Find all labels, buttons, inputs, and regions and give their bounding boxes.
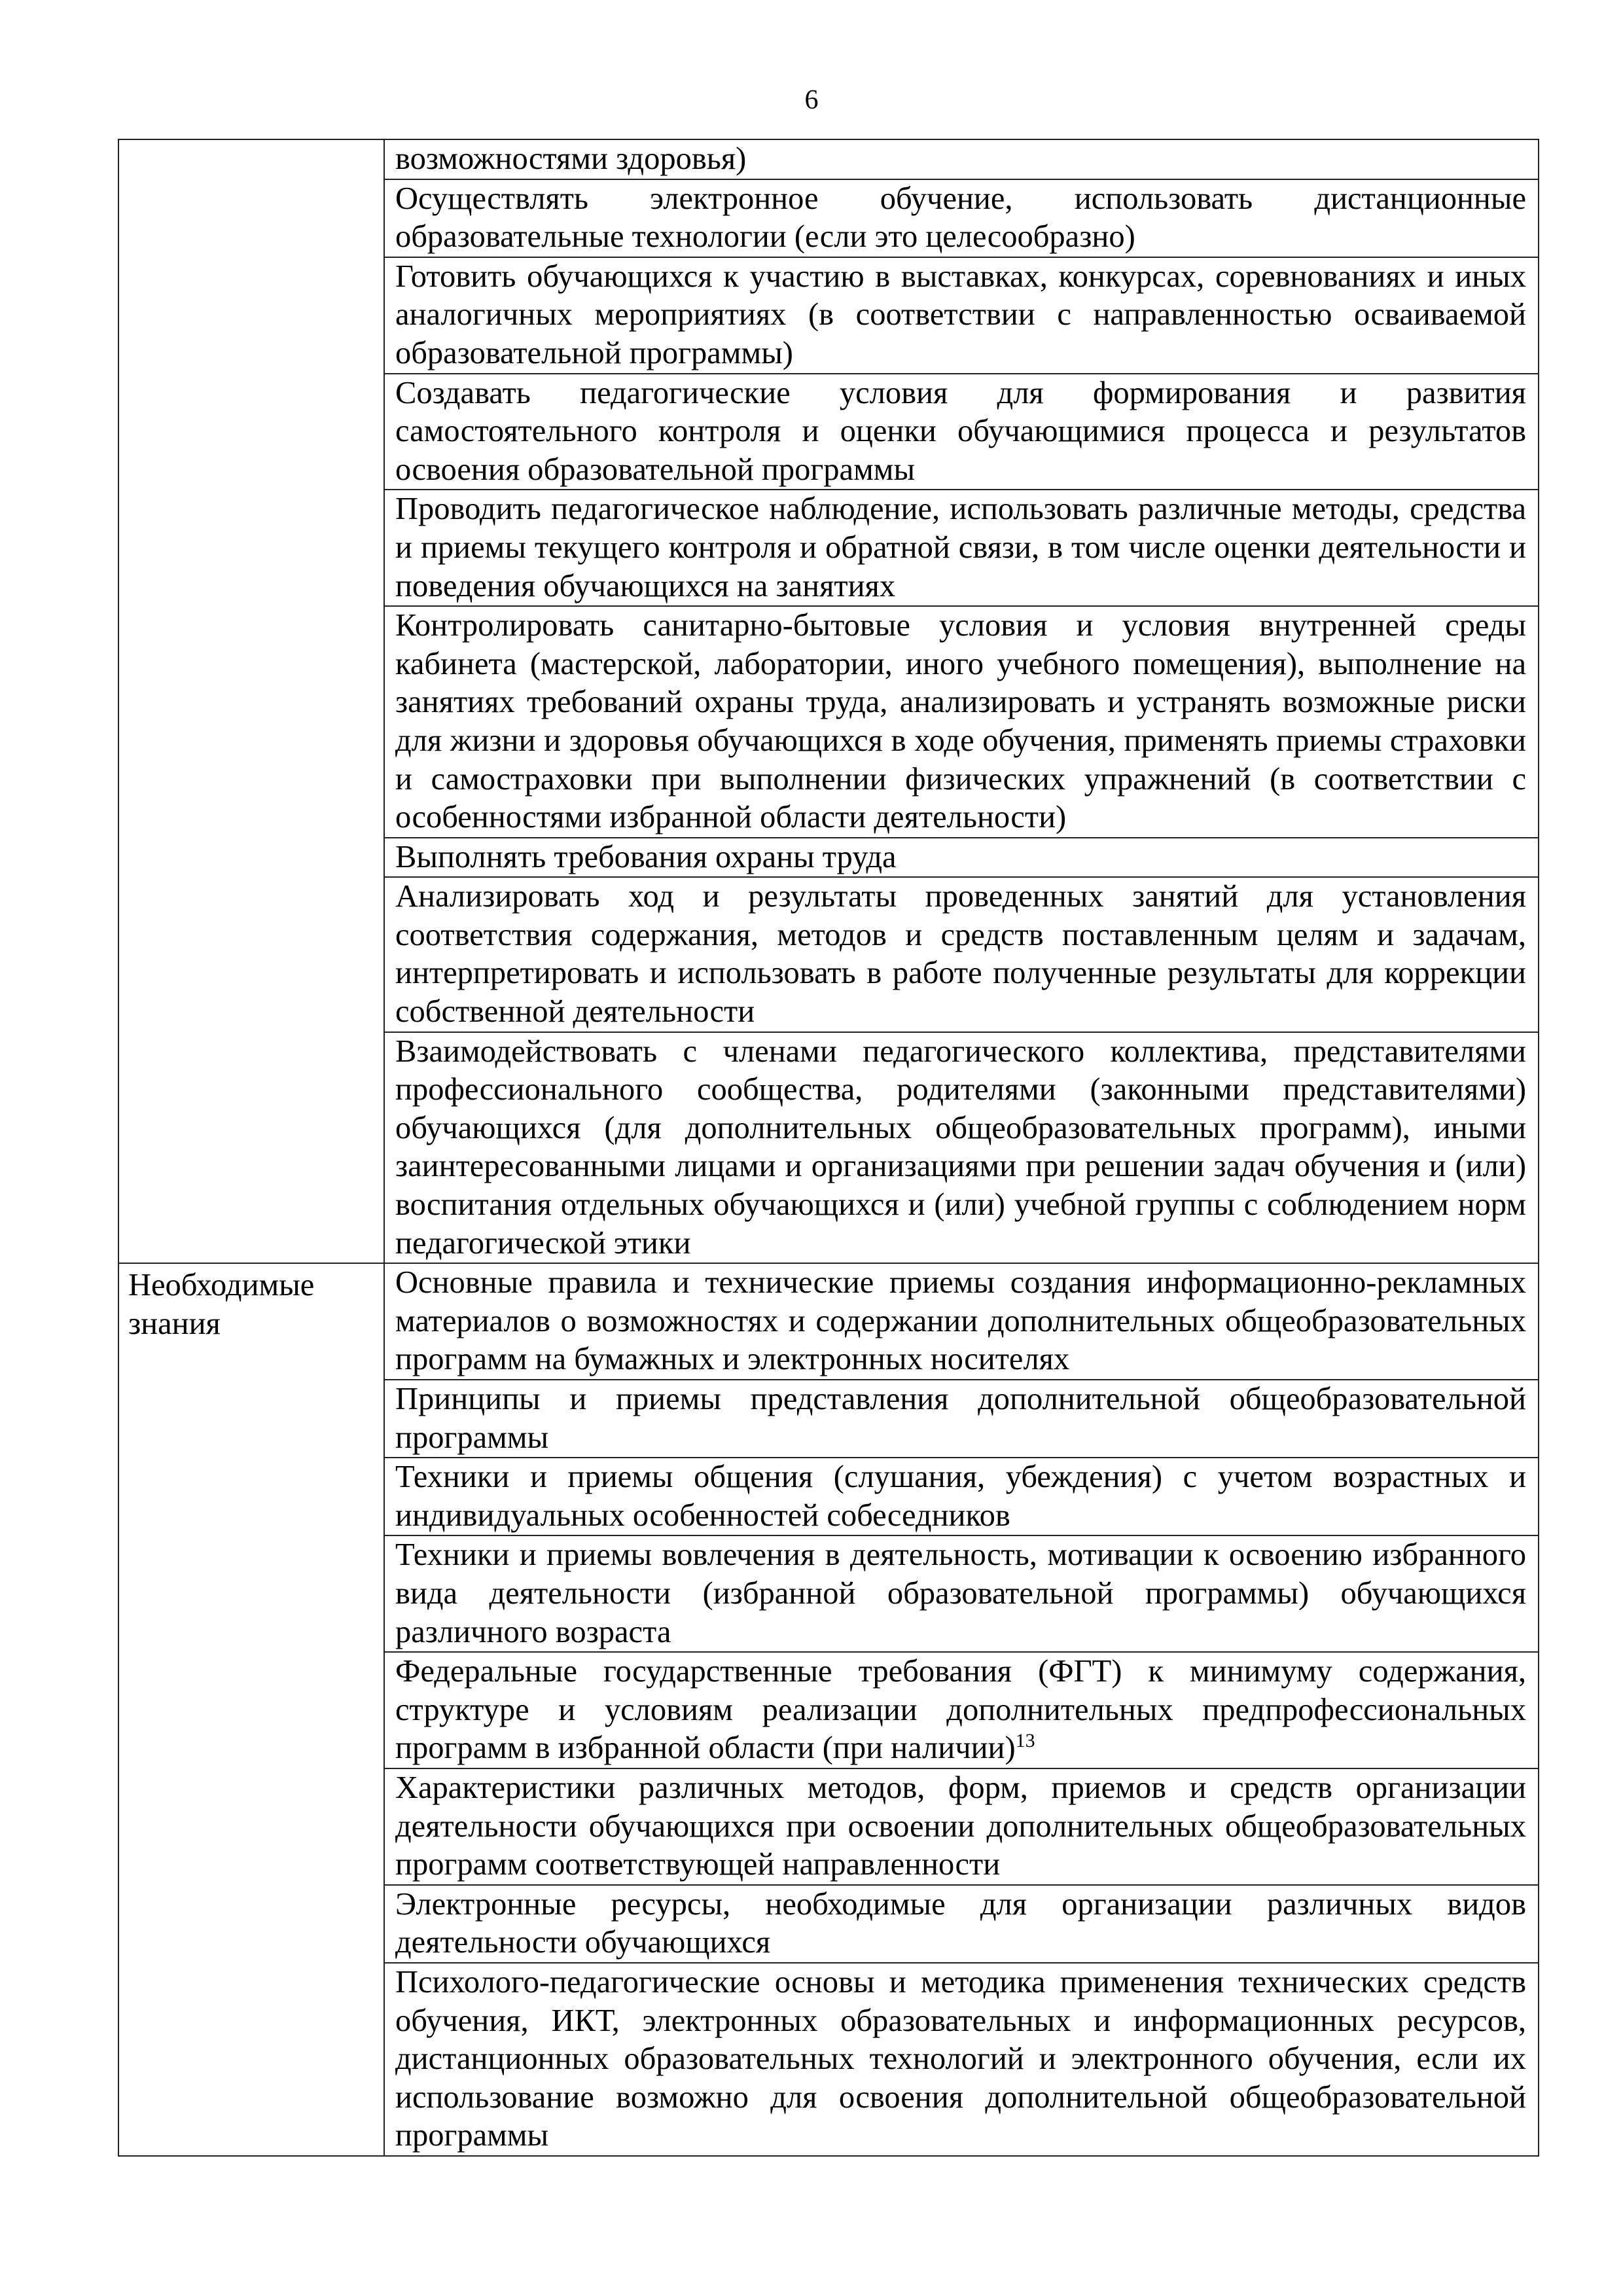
table-row bbox=[118, 1263, 1539, 1380]
knowledge-item bbox=[384, 1652, 1539, 1768]
requirements-table bbox=[118, 139, 1539, 2157]
skill-item: Анализировать ход и результаты проведенных занятий для установления соответствия содержания, методов и средств поставленным целям и задачам, интерпретировать и использовать в работе полученные результаты для коррекции собственной деятельности bbox=[384, 877, 1539, 1031]
skill-item: Готовить обучающихся к участию в выставках, конкурсах, соревнованиях и иных аналогичных мероприятиях (в соответствии с направленностью осваиваемой образовательной программы) bbox=[384, 257, 1539, 374]
page-number: 6 bbox=[804, 85, 819, 115]
knowledge-item: Принципы и приемы представления дополнительной общеобразовательной программы bbox=[384, 1380, 1539, 1458]
table-row bbox=[118, 139, 1539, 179]
skill-item: Создавать педагогические условия для формирования и развития самостоятельного контроля и оценки обучающимися процесса и результатов освоения образовательной программы bbox=[384, 374, 1539, 490]
knowledge-item: Техники и приемы вовлечения в деятельность, мотивации к освоению избранного вида деятельности (избранной образовательной программы) обучающихся различного возраста bbox=[384, 1535, 1539, 1652]
skill-item: Контролировать санитарно-бытовые условия и условия внутренней среды кабинета (мастерской, лаборатории, иного учебного помещения), выполнение на занятиях требований охраны труда, анализировать и устранять возможные риски для жизни и здоровья обучающихся в ходе обучения, применять приемы страховки и самостраховки при выполнении физических упражнений (в соответствии с особенностями избранной области деятельности) bbox=[384, 606, 1539, 838]
skills-label-cell bbox=[118, 139, 384, 1263]
skill-item: Взаимодействовать с членами педагогического коллектива, представителями профессионального сообщества, родителями (законными представителями) обучающихся (для дополнительных общеобразовательных программ), иными заинтересованными лицами и организациями при решении задач обучения и (или) воспитания отдельных обучающихся и (или) учебной группы с соблюдением норм педагогической этики bbox=[384, 1032, 1539, 1264]
knowledge-item: Техники и приемы общения (слушания, убеждения) с учетом возрастных и индивидуальных особенностей собеседников bbox=[384, 1458, 1539, 1535]
knowledge-label: Необходимые знания bbox=[118, 1263, 384, 2156]
knowledge-item: Основные правила и технические приемы создания информационно-рекламных материалов о возможностях и содержании дополнительных общеобразовательных программ на бумажных и электронных носителях bbox=[384, 1263, 1539, 1380]
footnote-marker: 13 bbox=[1015, 1730, 1035, 1752]
knowledge-item-text: Федеральные государственные требования (ФГТ) к минимуму содержания, структуре и условиям реализации дополнительных предпрофессиональных программ в избранной области (при наличии) bbox=[395, 1654, 1526, 1766]
knowledge-item: Психолого-педагогические основы и методика применения технических средств обучения, ИКТ, электронных образовательных и информационных ресурсов, дистанционных образовательных технологий и электронного обучения, если их использование возможно для освоения дополнительной общеобразовательной программы bbox=[384, 1963, 1539, 2156]
knowledge-item: Электронные ресурсы, необходимые для организации различных видов деятельности обучающихся bbox=[384, 1885, 1539, 1963]
skill-item: Выполнять требования охраны труда bbox=[384, 838, 1539, 878]
skill-item: возможностями здоровья) bbox=[384, 139, 1539, 179]
skill-item: Проводить педагогическое наблюдение, использовать различные методы, средства и приемы текущего контроля и обратной связи, в том числе оценки деятельности и поведения обучающихся на занятиях bbox=[384, 490, 1539, 606]
skill-item: Осуществлять электронное обучение, использовать дистанционные образовательные технологии (если это целесообразно) bbox=[384, 179, 1539, 257]
knowledge-item: Характеристики различных методов, форм, приемов и средств организации деятельности обучающихся при освоении дополнительных общеобразовательных программ соответствующей направленности bbox=[384, 1768, 1539, 1885]
